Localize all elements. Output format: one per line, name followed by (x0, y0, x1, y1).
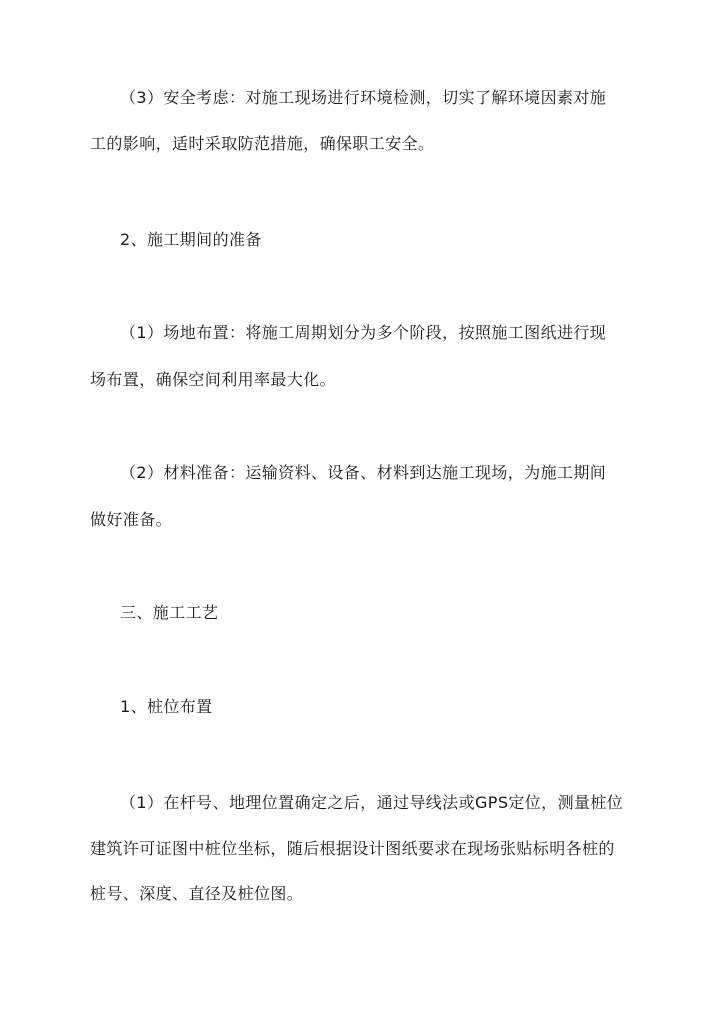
heading-construction-process: 三、施工工艺 (120, 603, 219, 622)
heading-pile-layout: 1、桩位布置 (120, 697, 213, 716)
paragraph-pile-position-line-1: （1）在杆号、地理位置确定之后，通过导线法或GPS定位，测量桩位 (120, 793, 624, 812)
paragraph-pile-position-line-3: 桩号、深度、直径及桩位图。 (90, 884, 304, 903)
heading-construction-preparation: 2、施工期间的准备 (120, 230, 262, 249)
paragraph-pile-position-line-2: 建筑许可证图中桩位坐标，随后根据设计图纸要求在现场张贴标明各桩的 (90, 839, 615, 858)
paragraph-safety-line-1: （3）安全考虑：对施工现场进行环境检测，切实了解环境因素对施 (120, 88, 607, 107)
paragraph-site-layout-line-1: （1）场地布置：将施工周期划分为多个阶段，按照施工图纸进行现 (120, 323, 607, 342)
paragraph-materials-line-2: 做好准备。 (90, 510, 173, 529)
paragraph-site-layout-line-2: 场布置，确保空间利用率最大化。 (90, 370, 337, 389)
paragraph-materials-line-1: （2）材料准备：运输资料、设备、材料到达施工现场，为施工期间 (120, 463, 607, 482)
paragraph-safety-line-2: 工的影响，适时采取防范措施，确保职工安全。 (90, 134, 435, 153)
